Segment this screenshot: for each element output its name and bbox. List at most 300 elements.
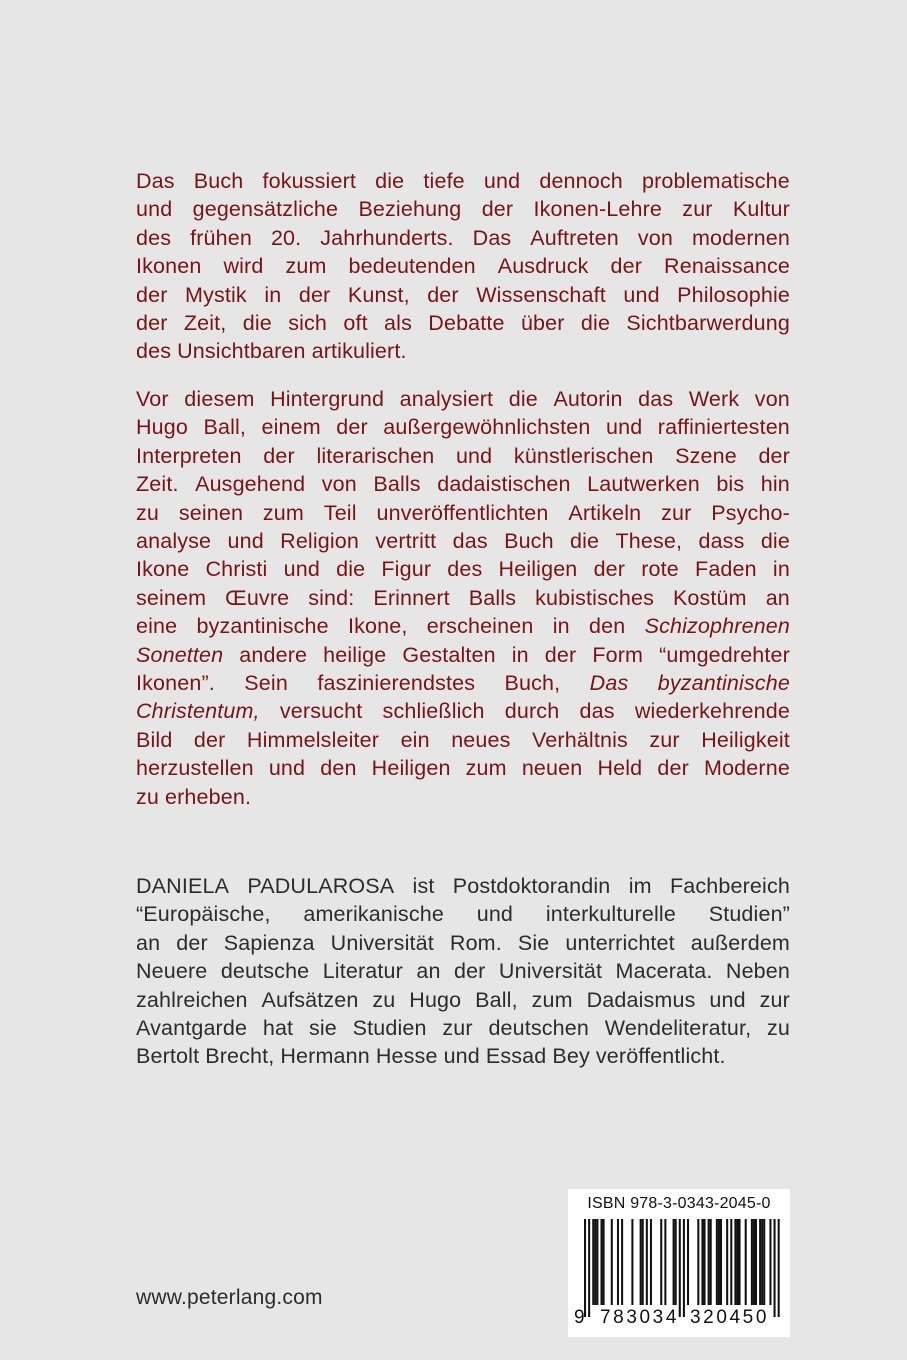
word: byzantinische xyxy=(196,614,329,639)
word: Avantgarde xyxy=(136,1016,248,1041)
word: seinen xyxy=(178,500,244,525)
barcode-bar xyxy=(664,1219,666,1305)
word: Ikone xyxy=(136,557,190,582)
word: Fachbereich xyxy=(670,874,790,898)
barcode-bar xyxy=(718,1219,720,1305)
word: These, xyxy=(615,529,683,554)
word: bedeutenden xyxy=(348,254,476,279)
word: Ausdruck xyxy=(497,254,589,279)
word: und xyxy=(227,529,264,554)
word: Balls xyxy=(373,472,421,497)
word: Moderne xyxy=(704,756,790,781)
text-line xyxy=(136,1014,790,1042)
word: Ball, xyxy=(203,415,247,440)
word: zu xyxy=(136,784,160,809)
barcode-bar xyxy=(584,1219,586,1317)
word: erheben. xyxy=(165,784,252,809)
word: die xyxy=(242,311,272,336)
text-line xyxy=(136,900,790,928)
word: Himmelsleiter xyxy=(246,727,380,752)
word: Bertolt xyxy=(136,1044,200,1069)
word: Ikonen xyxy=(136,254,202,279)
word: tiefe xyxy=(423,169,465,193)
word: Ikonen”. xyxy=(136,671,215,696)
word: Heiligen xyxy=(498,557,578,582)
word: Schizophrenen xyxy=(644,614,790,639)
text-line xyxy=(136,726,790,754)
word: Interpreten xyxy=(136,443,242,468)
word: dadaistischen xyxy=(437,472,571,497)
word: zur xyxy=(661,500,692,525)
word: in xyxy=(772,557,790,582)
word: gegensätzliche xyxy=(192,197,339,222)
barcode-bar xyxy=(701,1219,703,1305)
word: Szene xyxy=(675,443,737,468)
word: Religion xyxy=(280,529,360,554)
barcode-bar xyxy=(716,1219,718,1305)
word: unveröffentlichten xyxy=(376,500,549,525)
word: Essad xyxy=(485,1044,547,1069)
text-line xyxy=(136,584,790,612)
word: Vor xyxy=(136,387,169,411)
word: Erinnert xyxy=(373,585,450,610)
text-line xyxy=(136,929,790,957)
word: hat xyxy=(262,1016,294,1041)
word: dass xyxy=(698,529,745,554)
word: Universität xyxy=(330,930,434,955)
word: Werk xyxy=(688,387,740,411)
word: deutschen xyxy=(488,1016,590,1041)
word: der xyxy=(481,197,514,222)
word: des xyxy=(136,225,172,250)
barcode-bar xyxy=(683,1219,685,1317)
word: fokussiert xyxy=(262,169,357,193)
barcode-bar xyxy=(675,1219,677,1305)
word: künstlerischen xyxy=(513,443,654,468)
text-line xyxy=(136,167,790,195)
text-line xyxy=(136,195,790,223)
text-line xyxy=(136,413,790,441)
word: von xyxy=(754,387,790,411)
barcode-bar xyxy=(755,1219,757,1305)
word: Bild xyxy=(136,727,173,752)
word: PADULAROSA xyxy=(247,874,395,898)
barcode-bar xyxy=(720,1219,722,1305)
word: Studien xyxy=(352,1016,427,1041)
word: Ikone, xyxy=(348,614,408,639)
word: amerikanische xyxy=(303,902,444,927)
word: der xyxy=(427,282,459,307)
word: wird xyxy=(223,254,264,279)
text-line xyxy=(136,986,790,1014)
word: Christi xyxy=(205,557,268,582)
word: Kultur xyxy=(732,197,790,222)
word: neues xyxy=(451,727,511,752)
word: und xyxy=(283,557,320,582)
word: zum xyxy=(465,756,507,781)
word: Mystik xyxy=(185,282,247,307)
barcode-bar xyxy=(596,1219,598,1305)
barcode-bar xyxy=(631,1219,633,1305)
word: der xyxy=(758,443,790,468)
word: der xyxy=(610,254,643,279)
word: und xyxy=(455,443,493,468)
word: zu xyxy=(766,1016,790,1041)
word: der xyxy=(176,930,208,955)
word: der xyxy=(593,557,626,582)
word: Bey xyxy=(552,1044,590,1069)
word: der xyxy=(336,415,368,440)
word: veröffentlicht. xyxy=(595,1044,726,1069)
word: Aufsätzen xyxy=(261,987,359,1012)
word: Renaissance xyxy=(664,254,790,279)
word: Sonetten xyxy=(136,642,224,667)
word: dennoch xyxy=(539,169,623,193)
word: sich xyxy=(288,311,328,336)
word: sind: xyxy=(308,585,355,610)
word: zu xyxy=(372,987,396,1012)
barcode-bar xyxy=(640,1219,642,1305)
word: Rom. xyxy=(449,930,502,955)
word: von xyxy=(321,472,357,497)
barcode-bar xyxy=(730,1219,732,1305)
word: zum xyxy=(531,987,573,1012)
word: die xyxy=(336,557,366,582)
word: und xyxy=(136,197,173,222)
text-line xyxy=(136,309,790,337)
word: außerdem xyxy=(690,930,790,955)
publisher-website[interactable]: www.peterlang.com xyxy=(136,1286,323,1309)
word: zum xyxy=(285,254,327,279)
word: Neben xyxy=(725,959,790,984)
word: Form xyxy=(592,642,644,667)
word: Kostüm xyxy=(672,585,747,610)
word: und xyxy=(443,1044,480,1069)
word: kubistisches xyxy=(535,585,654,610)
word: zu xyxy=(136,500,160,525)
word: in xyxy=(552,614,570,639)
word: Faden xyxy=(695,557,757,582)
isbn-digits-right: 320450 xyxy=(690,1307,770,1328)
text-line xyxy=(136,385,790,413)
word: “Europäische, xyxy=(136,902,271,927)
word: und xyxy=(268,756,306,781)
word: der xyxy=(193,727,226,752)
word: Held xyxy=(597,756,643,781)
barcode-bar xyxy=(769,1219,771,1305)
text-line xyxy=(136,281,790,309)
barcode-bar xyxy=(617,1219,619,1305)
word: der xyxy=(263,443,295,468)
word: byzantinische xyxy=(657,671,790,696)
word: Dadaismus xyxy=(586,987,696,1012)
word: die xyxy=(508,387,538,411)
word: seinem xyxy=(136,585,207,610)
word: Neuere xyxy=(136,959,208,984)
word: andere xyxy=(239,642,308,667)
text-line xyxy=(136,224,790,252)
word: heilige xyxy=(323,642,387,667)
barcode-bar xyxy=(660,1219,662,1305)
word: der xyxy=(136,311,168,336)
word: und xyxy=(483,169,521,193)
text-line xyxy=(136,1042,790,1070)
word: artikuliert. xyxy=(311,339,407,364)
word: ein xyxy=(400,727,430,752)
word: Teil xyxy=(323,500,357,525)
barcode-bar xyxy=(600,1219,602,1305)
word: Zeit, xyxy=(183,311,227,336)
word: einem xyxy=(261,415,321,440)
word: der xyxy=(453,959,486,984)
word: modernen xyxy=(691,225,790,250)
word: faszinierendstes xyxy=(317,671,476,696)
word: Sie xyxy=(517,930,550,955)
word: zahlreichen xyxy=(136,987,248,1012)
word: wiederkehrende xyxy=(634,699,790,724)
word: Studien” xyxy=(708,902,790,927)
word: Ball, xyxy=(475,987,518,1012)
barcode-bar xyxy=(774,1219,776,1317)
word: Wissenschaft xyxy=(476,282,606,307)
word: als xyxy=(384,311,412,336)
word: interkulturelle xyxy=(545,902,676,927)
word: neuen xyxy=(521,756,583,781)
word: Brecht, xyxy=(205,1044,275,1069)
word: Auftreten xyxy=(530,225,619,250)
word: und xyxy=(623,282,660,307)
description-paragraph-2 xyxy=(136,385,790,811)
word: Hugo xyxy=(409,987,462,1012)
text-line xyxy=(136,499,790,527)
barcode-bar xyxy=(761,1219,763,1305)
barcode-bar xyxy=(697,1219,699,1305)
word: und xyxy=(476,902,514,927)
word: zum xyxy=(262,500,304,525)
word: Hesse xyxy=(375,1044,438,1069)
text-line xyxy=(136,470,790,498)
word: die xyxy=(375,169,405,193)
word: Ausgehend xyxy=(195,472,306,497)
isbn-barcode-box xyxy=(568,1189,790,1337)
word: die xyxy=(580,311,611,336)
word: Artikeln xyxy=(568,500,642,525)
word: zur xyxy=(759,987,790,1012)
text-line xyxy=(136,669,790,697)
barcode-bar xyxy=(650,1219,652,1305)
text-line xyxy=(136,337,790,365)
word: “umgedrehter xyxy=(659,642,790,667)
word: Das xyxy=(472,225,512,250)
text-line xyxy=(136,872,790,900)
word: von xyxy=(637,225,673,250)
word: Wendeliteratur, xyxy=(604,1016,752,1041)
word: in xyxy=(511,642,529,667)
word: das xyxy=(638,387,674,411)
isbn-digits-left: 783034 xyxy=(600,1307,680,1328)
text-line xyxy=(136,783,790,811)
word: Hintergrund xyxy=(270,387,385,411)
word: den xyxy=(320,756,357,781)
barcode-bar xyxy=(759,1219,761,1305)
word: sie xyxy=(308,1016,337,1041)
word: literarischen xyxy=(316,443,435,468)
word: Heiligen xyxy=(371,756,451,781)
word: zur xyxy=(649,727,680,752)
barcode-bar xyxy=(736,1219,738,1305)
barcode-bar xyxy=(739,1219,741,1305)
text-line xyxy=(136,252,790,280)
word: Psycho- xyxy=(711,500,790,525)
barcode-bar xyxy=(763,1219,765,1305)
word: schließlich xyxy=(382,699,485,724)
word: Postdoktorandin xyxy=(452,874,611,898)
word: Lautwerken xyxy=(587,472,700,497)
word: versucht xyxy=(279,699,363,724)
word: Universität xyxy=(498,959,603,984)
barcode-bar xyxy=(687,1219,689,1305)
word: Verhältnis xyxy=(532,727,628,752)
word: Unsichtbaren xyxy=(177,339,306,364)
text-line xyxy=(136,527,790,555)
word: diesem xyxy=(184,387,255,411)
word: analyse xyxy=(136,529,212,554)
word: Balls xyxy=(468,585,517,610)
word: Philosophie xyxy=(677,282,790,307)
word: Literatur xyxy=(322,959,403,984)
word: Kunst, xyxy=(347,282,410,307)
word: Zeit. xyxy=(136,472,179,497)
word: das xyxy=(579,699,615,724)
word: den xyxy=(589,614,626,639)
description-paragraph-1 xyxy=(136,167,790,366)
barcode-bar xyxy=(588,1219,590,1317)
barcode-bar xyxy=(611,1219,613,1305)
word: Christentum, xyxy=(136,699,260,724)
word: der xyxy=(298,282,331,307)
word: vertritt xyxy=(375,529,437,554)
word: 20. xyxy=(270,225,302,250)
barcode-bar xyxy=(710,1219,712,1305)
barcode-bar xyxy=(751,1219,753,1305)
word: in xyxy=(264,282,282,307)
word: Ikonen-Lehre xyxy=(533,197,663,222)
word: ist xyxy=(412,874,435,898)
word: zur xyxy=(442,1016,473,1041)
text-line xyxy=(136,641,790,669)
word: Buch, xyxy=(504,671,561,696)
word: DANIELA xyxy=(136,874,230,898)
barcode-bar xyxy=(621,1219,623,1305)
word: Das xyxy=(589,671,629,696)
text-line xyxy=(136,754,790,782)
text-line xyxy=(136,612,790,640)
word: die xyxy=(760,529,790,554)
author-bio xyxy=(136,872,790,1071)
barcode-bar xyxy=(745,1219,747,1305)
word: Buch xyxy=(504,529,554,554)
barcode-bar xyxy=(673,1219,675,1305)
word: herzustellen xyxy=(136,756,254,781)
barcode-bar xyxy=(753,1219,755,1305)
word: Das xyxy=(136,169,175,193)
text-line xyxy=(136,697,790,725)
word: rote xyxy=(641,557,679,582)
barcode-bar xyxy=(778,1219,780,1317)
word: Hugo xyxy=(136,415,188,440)
word: die xyxy=(570,529,600,554)
word: im xyxy=(628,874,652,898)
word: problematische xyxy=(642,169,790,193)
word: hin xyxy=(760,472,790,497)
word: an xyxy=(136,930,161,955)
word: das xyxy=(452,529,488,554)
word: raffiniertesten xyxy=(657,415,790,440)
word: Macerata. xyxy=(615,959,713,984)
word: durch xyxy=(504,699,560,724)
barcode-bar xyxy=(708,1219,710,1305)
word: Autorin xyxy=(553,387,623,411)
isbn-digit-first: 9 xyxy=(574,1307,588,1328)
word: Jahrhunderts. xyxy=(320,225,454,250)
word: eine xyxy=(136,614,178,639)
word: der xyxy=(136,282,168,307)
barcode-bar xyxy=(726,1219,728,1305)
word: analysiert xyxy=(399,387,494,411)
word: Heiligkeit xyxy=(701,727,790,752)
word: außergewöhnlichsten xyxy=(383,415,591,440)
word: oft xyxy=(343,311,368,336)
barcode-bar xyxy=(603,1219,605,1305)
word: Hermann xyxy=(280,1044,370,1069)
barcode-bar xyxy=(646,1219,648,1305)
barcode-bar xyxy=(734,1219,736,1305)
word: an xyxy=(765,585,790,610)
barcode-bar xyxy=(703,1219,705,1305)
word: zur xyxy=(682,197,713,222)
word: Gestalten xyxy=(402,642,496,667)
word: an xyxy=(416,959,441,984)
word: über xyxy=(520,311,565,336)
word: der xyxy=(544,642,577,667)
barcode-bar xyxy=(594,1219,596,1305)
word: bis xyxy=(716,472,745,497)
barcode-bar xyxy=(642,1219,644,1305)
word: erscheinen xyxy=(426,614,534,639)
word: deutsche xyxy=(220,959,310,984)
isbn-label: ISBN 978-3-0343-2045-0 xyxy=(587,1195,771,1212)
word: Figur xyxy=(381,557,432,582)
word: der xyxy=(657,756,689,781)
word: des xyxy=(136,339,172,364)
word: frühen xyxy=(190,225,252,250)
word: Œuvre xyxy=(225,585,290,610)
word: unterrichtet xyxy=(565,930,675,955)
text-line xyxy=(136,957,790,985)
word: und xyxy=(709,987,746,1012)
word: Beziehung xyxy=(358,197,462,222)
barcode-bar xyxy=(592,1219,594,1305)
word: Sapienza xyxy=(223,930,315,955)
text-line xyxy=(136,442,790,470)
word: des xyxy=(447,557,483,582)
word: Sein xyxy=(244,671,288,696)
word: und xyxy=(606,415,643,440)
word: Debatte xyxy=(428,311,505,336)
word: Buch xyxy=(193,169,244,193)
barcode-bar xyxy=(679,1219,681,1317)
word: Sichtbarwerdung xyxy=(626,311,790,336)
